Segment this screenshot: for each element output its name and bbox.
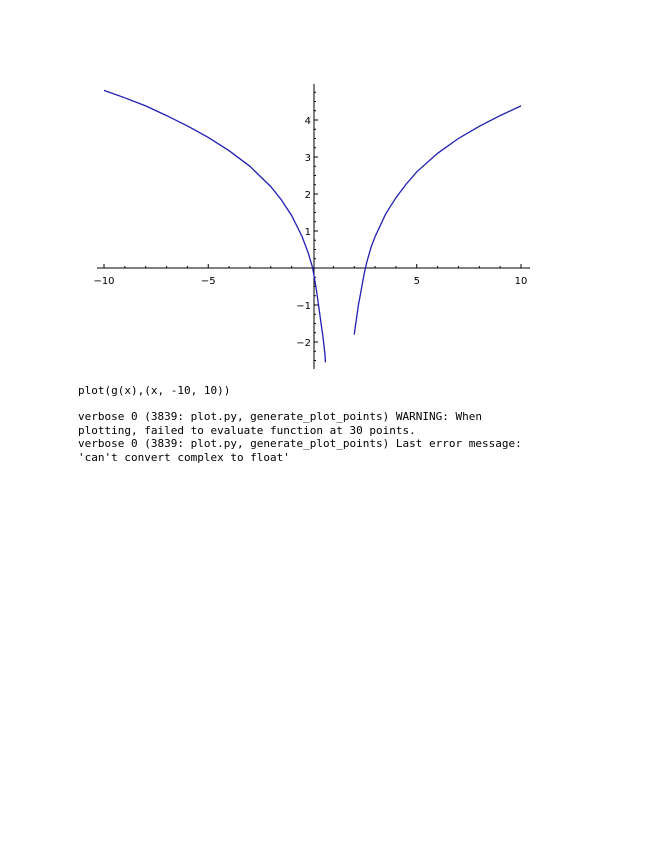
- log-line: verbose 0 (3839: plot.py, generate_plot_points) Last error message:: [78, 437, 522, 450]
- verbose-log: [78, 410, 522, 464]
- curve-segment: [104, 90, 325, 362]
- function-plot: [0, 0, 655, 380]
- plot-command: plot(g(x),(x, -10, 10)): [78, 384, 231, 397]
- x-tick-label: 5: [413, 276, 420, 287]
- x-tick-label: 10: [514, 276, 528, 287]
- plot-axes: [97, 84, 530, 369]
- plot-ticks: [104, 92, 521, 360]
- y-tick-label: 4: [304, 116, 311, 127]
- log-line: plotting, failed to evaluate function at 30 points.: [78, 423, 416, 437]
- x-tick-label: −5: [200, 276, 216, 287]
- plot-curves: [104, 90, 521, 362]
- y-tick-label: 1: [304, 227, 311, 238]
- plot-tick-labels: [93, 116, 527, 349]
- log-line: 'can't convert complex to float': [78, 450, 290, 464]
- y-tick-label: 2: [304, 190, 311, 201]
- x-tick-label: −10: [93, 276, 115, 287]
- y-tick-label: −1: [296, 301, 311, 312]
- curve-segment: [354, 106, 521, 335]
- log-line: verbose 0 (3839: plot.py, generate_plot_points) WARNING: When: [78, 410, 482, 423]
- y-tick-label: −2: [296, 338, 311, 349]
- y-tick-label: 3: [304, 153, 311, 164]
